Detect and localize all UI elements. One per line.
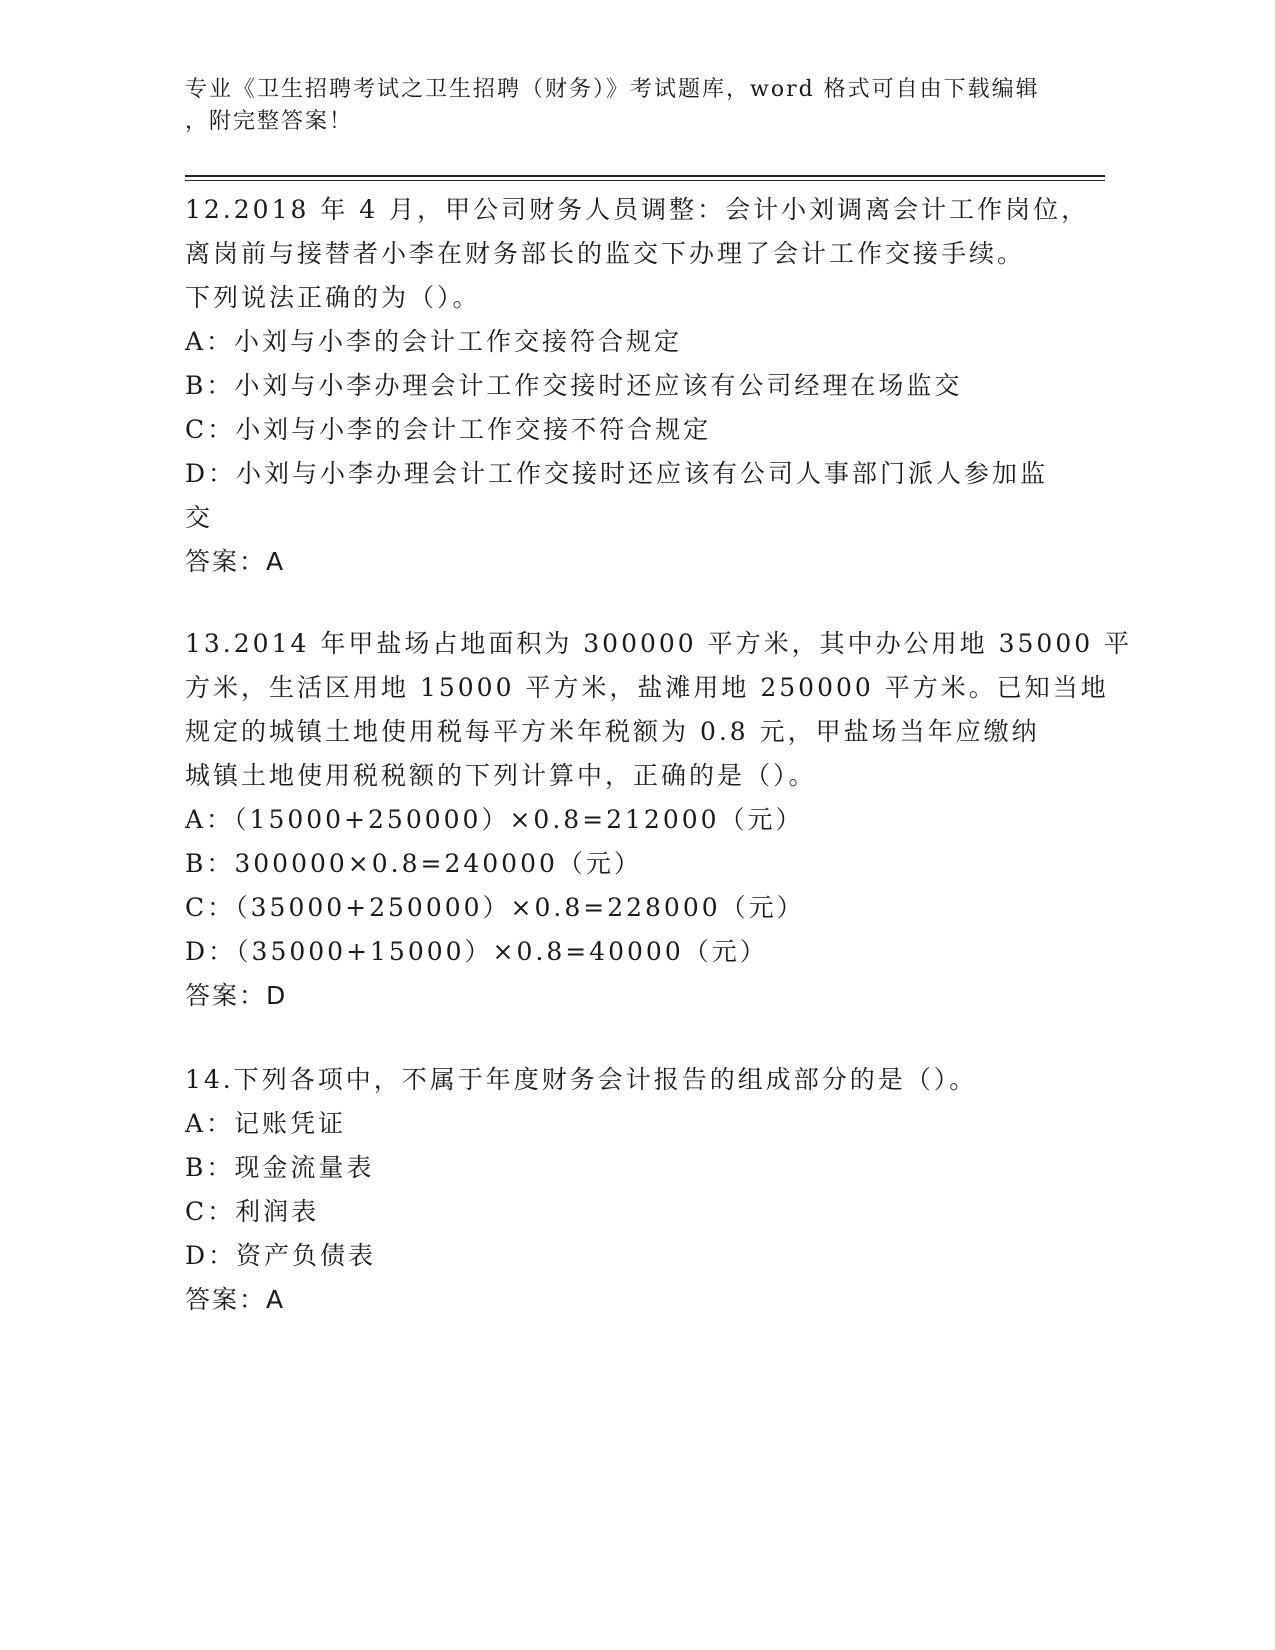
option-b: B：小刘与小李办理会计工作交接时还应该有公司经理在场监交 <box>185 371 963 400</box>
question-stem <box>185 188 1090 320</box>
header-divider-thick <box>185 175 1105 177</box>
answer-label: 答案：A <box>185 547 286 576</box>
question-stem <box>185 1058 1085 1102</box>
stem-line: 12.2018 年 4 月，甲公司财务人员调整：会计小刘调离会计工作岗位， <box>185 195 1090 224</box>
document-header <box>185 74 1065 138</box>
question-13 <box>185 622 1133 1018</box>
stem-line: 下列说法正确的为（）。 <box>185 283 481 312</box>
header-divider-thin <box>185 180 1105 181</box>
option-c: C：小刘与小李的会计工作交接不符合规定 <box>185 415 712 444</box>
stem-line: 13.2014 年甲盐场占地面积为 300000 平方米，其中办公用地 35000 平 <box>185 629 1133 658</box>
option-c: C：（35000+250000）×0.8=228000（元） <box>185 893 805 922</box>
option-d-continuation: 交 <box>185 503 214 532</box>
option-a: A：小刘与小李的会计工作交接符合规定 <box>185 327 683 356</box>
answer-label: 答案：D <box>185 981 288 1010</box>
header-line-2: ，附完整答案！ <box>185 109 354 134</box>
question-14 <box>185 1058 1085 1322</box>
stem-line: 14.下列各项中，不属于年度财务会计报告的组成部分的是（）。 <box>185 1065 978 1094</box>
option-d: D：资产负债表 <box>185 1241 377 1270</box>
option-d: D：（35000+15000）×0.8=40000（元） <box>185 937 768 966</box>
question-12 <box>185 188 1090 584</box>
option-a: A：记账凭证 <box>185 1109 347 1138</box>
option-a: A：（15000+250000）×0.8=212000（元） <box>185 805 804 834</box>
stem-line: 城镇土地使用税税额的下列计算中，正确的是（）。 <box>185 761 817 790</box>
option-b: B：300000×0.8=240000（元） <box>185 849 642 878</box>
stem-line: 离岗前与接替者小李在财务部长的监交下办理了会计工作交接手续。 <box>185 239 1026 268</box>
option-c: C：利润表 <box>185 1197 320 1226</box>
option-b: B：现金流量表 <box>185 1153 375 1182</box>
header-line-1: 专业《卫生招聘考试之卫生招聘（财务）》考试题库，word 格式可自由下载编辑 <box>185 77 1040 102</box>
answer-label: 答案：A <box>185 1285 286 1314</box>
stem-line: 方米，生活区用地 15000 平方米，盐滩用地 250000 平方米。已知当地 <box>185 673 1109 702</box>
question-stem <box>185 622 1133 798</box>
stem-line: 规定的城镇土地使用税每平方米年税额为 0.8 元，甲盐场当年应缴纳 <box>185 717 1040 746</box>
option-d: D：小刘与小李办理会计工作交接时还应该有公司人事部门派人参加监 <box>185 459 1049 488</box>
